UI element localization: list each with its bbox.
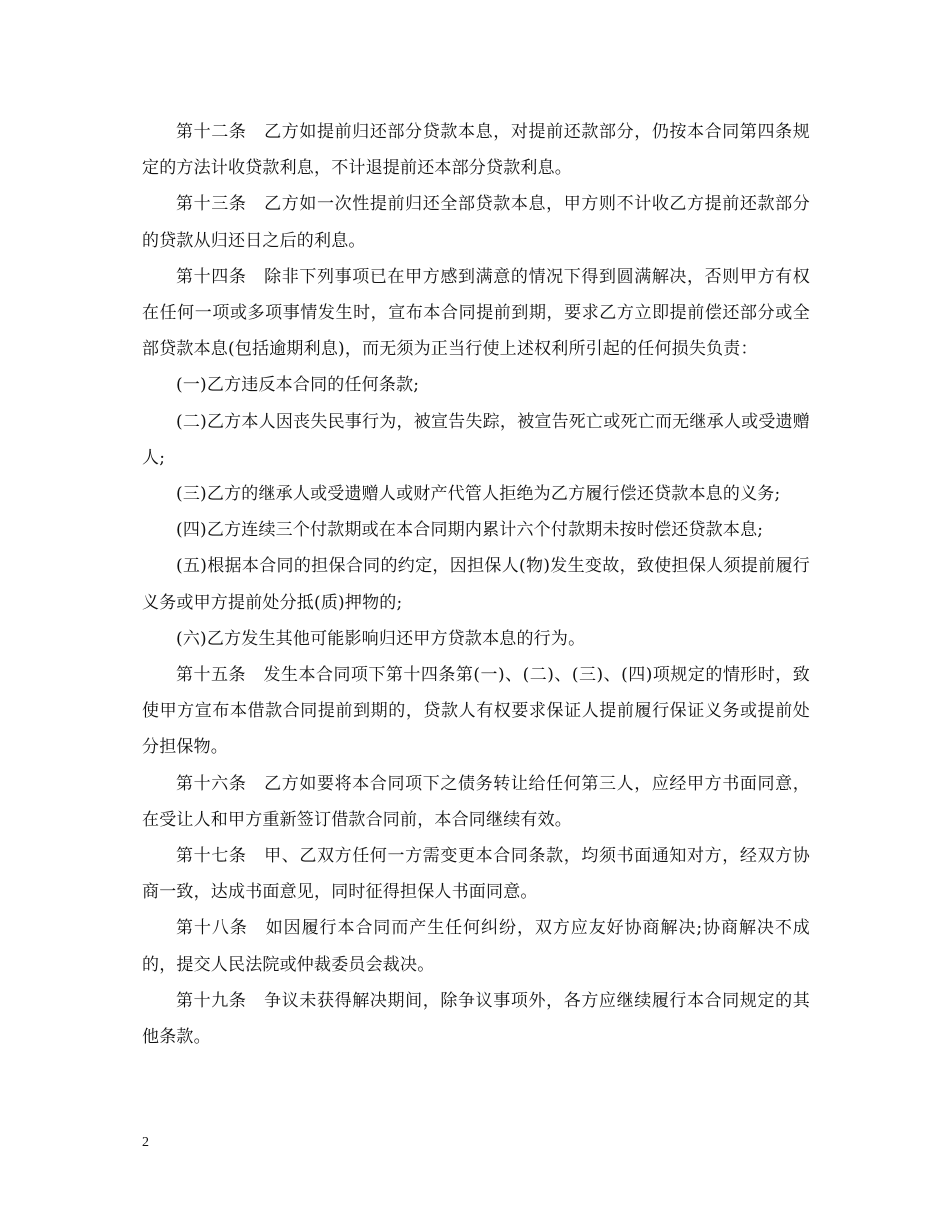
clause-13: 第十三条 乙方如一次性提前归还全部贷款本息，甲方则不计收乙方提前还款部分的贷款从归还日之后的利息。	[142, 194, 810, 251]
clause-14-item-2: (二)乙方本人因丧失民事行为，被宣告失踪，被宣告死亡或死亡而无继承人或受遗赠人;	[142, 411, 810, 468]
clause-12: 第十二条 乙方如提前归还部分贷款本息，对提前还款部分，仍按本合同第四条规定的方法计收贷款利息，不计退提前还本部分贷款利息。	[142, 122, 810, 179]
clause-14-item-5: (五)根据本合同的担保合同的约定，因担保人(物)发生变故，致使担保人须提前履行义务或甲方提前处分抵(质)押物的;	[142, 556, 810, 613]
clause-14-item-3: (三)乙方的继承人或受遗赠人或财产代管人拒绝为乙方履行偿还贷款本息的义务;	[176, 484, 781, 505]
clause-16: 第十六条 乙方如要将本合同项下之债务转让给任何第三人，应经甲方书面同意，在受让人和甲方重新签订借款合同前，本合同继续有效。	[142, 773, 810, 830]
page-number: 2	[142, 1135, 149, 1150]
clause-17: 第十七条 甲、乙双方任何一方需变更本合同条款，均须书面通知对方，经双方协商一致，达成书面意见，同时征得担保人书面同意。	[142, 846, 810, 903]
clause-14-item-4: (四)乙方连续三个付款期或在本合同期内累计六个付款期未按时偿还贷款本息;	[176, 520, 764, 541]
clause-18: 第十八条 如因履行本合同而产生任何纠纷，双方应友好协商解决;协商解决不成的，提交人民法院或仲裁委员会裁决。	[142, 918, 810, 975]
document-body	[142, 114, 810, 1055]
clause-15: 第十五条 发生本合同项下第十四条第(一)、(二)、(三)、(四)项规定的情形时，致使甲方宣布本借款合同提前到期的，贷款人有权要求保证人提前履行保证义务或提前处分担保物。	[142, 665, 810, 758]
clause-19: 第十九条 争议未获得解决期间，除争议事项外，各方应继续履行本合同规定的其他条款。	[142, 990, 810, 1048]
clause-14-item-6: (六)乙方发生其他可能影响归还甲方贷款本息的行为。	[176, 628, 586, 649]
clause-14-item-1: (一)乙方违反本合同的任何条款;	[176, 375, 420, 396]
clause-14: 第十四条 除非下列事项已在甲方感到满意的情况下得到圆满解决，否则甲方有权在任何一项或多项事情发生时，宣布本合同提前到期，要求乙方立即提前偿还部分或全部贷款本息(包括逾期利息)，而无须为正当行使上述权利所引起的任何损失负责：	[142, 266, 810, 360]
